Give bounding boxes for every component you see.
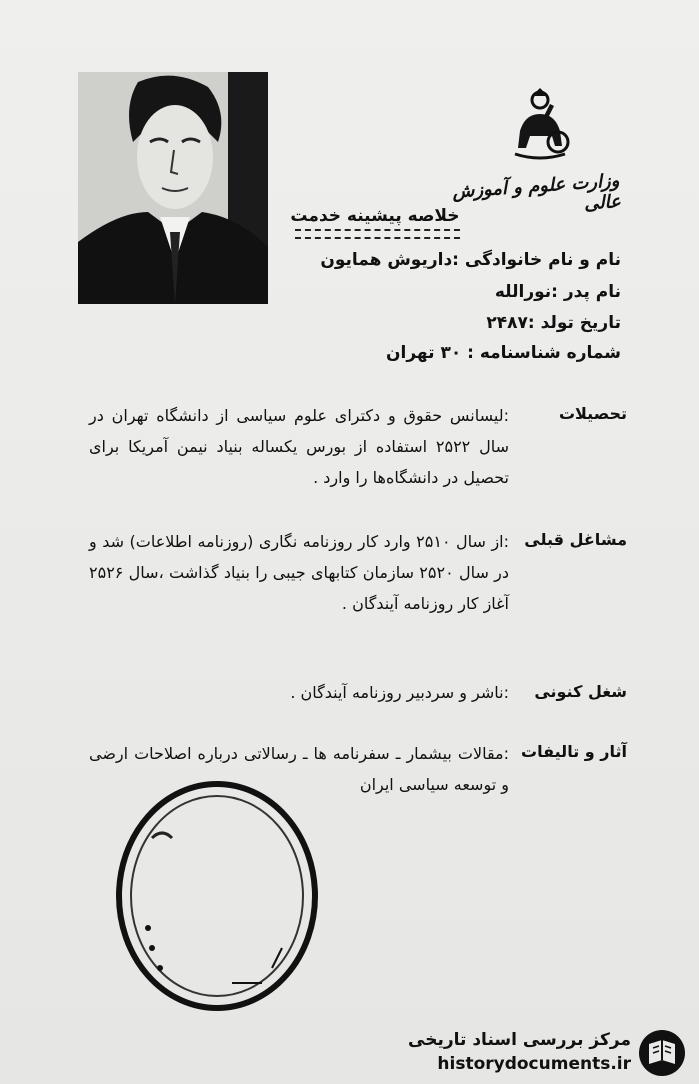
current-job-label: شغل کنونی <box>534 682 627 701</box>
ministry-name: وزارت علوم و آموزش عالی <box>451 170 622 215</box>
education-label: تحصیلات <box>558 404 627 423</box>
previous-jobs-text: :از سال ۲۵۱۰ وارد کار روزنامه نگاری (روزنامه اطلاعات) شد و در سال ۲۵۲۰ سازمان کتابهای جیبی را بنیاد گذاشت ،سال ۲۵۲۶ آغاز کار روزنامه آیندگان . <box>89 532 510 613</box>
works-label: آثار و تالیفات <box>521 742 627 761</box>
works-text: :مقالات بیشمار ـ سفرنامه ها ـ رسالاتی درباره اصلاحات ارضی و توسعه سیاسی ایران <box>89 744 509 794</box>
archive-watermark <box>405 1022 695 1082</box>
birth-date-line: تاریخ تولد :۲۴۸۷ <box>486 313 621 333</box>
father-name-line: نام پدر :نورالله <box>494 282 621 302</box>
current-job-text: :ناشر و سردبیر روزنامه آیندگان . <box>290 683 509 702</box>
ministry-round-stamp-icon <box>112 778 322 1014</box>
document-title: خلاصه پیشینه خدمت <box>290 206 460 226</box>
education-text: :لیسانس حقوق و دکترای علوم سیاسی از دانشگاه تهران در سال ۲۵۲۲ استفاده از بورس یکساله بنیاد نیمن آمریکا برای تحصیل در دانشگاه‌ها را وارد . <box>89 406 509 487</box>
archive-book-logo-icon <box>637 1028 687 1078</box>
id-number-line: شماره شناسنامه : ۳۰ تهران <box>386 343 621 363</box>
title-underline <box>295 229 460 239</box>
watermark-url: historydocuments.ir <box>437 1054 631 1074</box>
previous-jobs-label: مشاغل قبلی <box>524 530 627 549</box>
portrait-photo-icon <box>78 72 268 304</box>
name-line: نام و نام خانوادگی :داریوش همایون <box>320 250 621 270</box>
watermark-title: مرکز بررسی اسناد تاریخی <box>408 1030 631 1050</box>
lion-and-sun-emblem-icon <box>500 86 580 166</box>
